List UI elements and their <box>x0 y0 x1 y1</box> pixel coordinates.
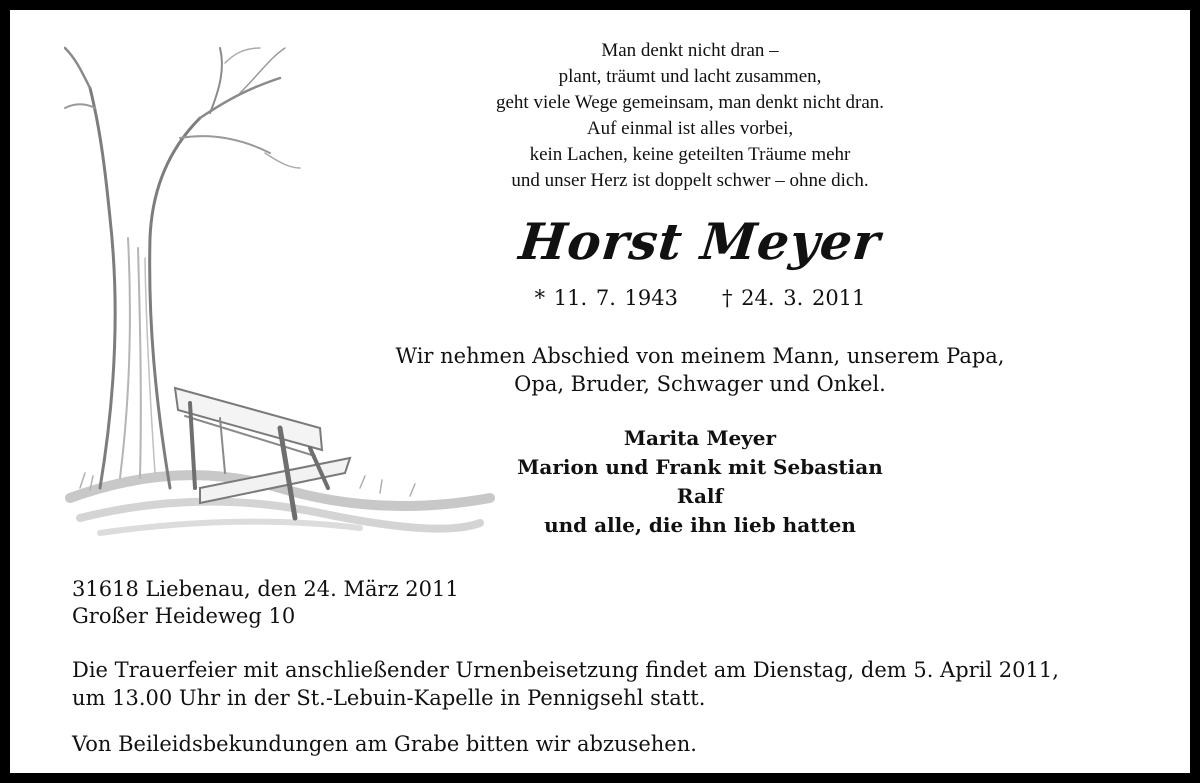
ceremony-line: um 13.00 Uhr in der St.-Lebuin-Kapelle in Pennigsehl statt. <box>72 686 706 710</box>
address-line: 31618 Liebenau, den 24. März 2011 <box>72 577 459 601</box>
farewell-text <box>330 342 1070 398</box>
address-line: Großer Heideweg 10 <box>72 604 296 628</box>
life-dates <box>400 286 1000 310</box>
mourner-line: Marita Meyer <box>623 426 777 450</box>
poem <box>330 38 1050 194</box>
poem-line: geht viele Wege gemeinsam, man denkt nicht dran. <box>495 92 885 113</box>
poem-line: und unser Herz ist doppelt schwer – ohne dich. <box>511 170 869 191</box>
poem-line: kein Lachen, keine geteilten Träume mehr <box>529 144 851 165</box>
address-block <box>72 576 459 630</box>
poem-line: Man denkt nicht dran – <box>601 40 779 61</box>
farewell-line: Opa, Bruder, Schwager und Onkel. <box>514 372 886 396</box>
condolence-note: Von Beileidsbekundungen am Grabe bitten wir abzusehen. <box>72 732 697 756</box>
ceremony-line: Die Trauerfeier mit anschließender Urnenbeisetzung findet am Dienstag, dem 5. April 2011, <box>72 658 1059 682</box>
mourner-line: und alle, die ihn lieb hatten <box>544 513 856 537</box>
birth-date: * 11. 7. 1943 <box>534 286 678 310</box>
poem-line: plant, träumt und lacht zusammen, <box>558 66 822 87</box>
deceased-name: Horst Meyer <box>516 212 884 271</box>
mourners-list <box>400 424 1000 540</box>
ceremony-info <box>72 656 1172 712</box>
death-date: † 24. 3. 2011 <box>722 286 866 310</box>
mourner-line: Marion und Frank mit Sebastian <box>517 455 883 479</box>
mourner-line: Ralf <box>676 484 724 508</box>
farewell-line: Wir nehmen Abschied von meinem Mann, unserem Papa, <box>395 344 1005 368</box>
poem-line: Auf einmal ist alles vorbei, <box>586 118 794 139</box>
